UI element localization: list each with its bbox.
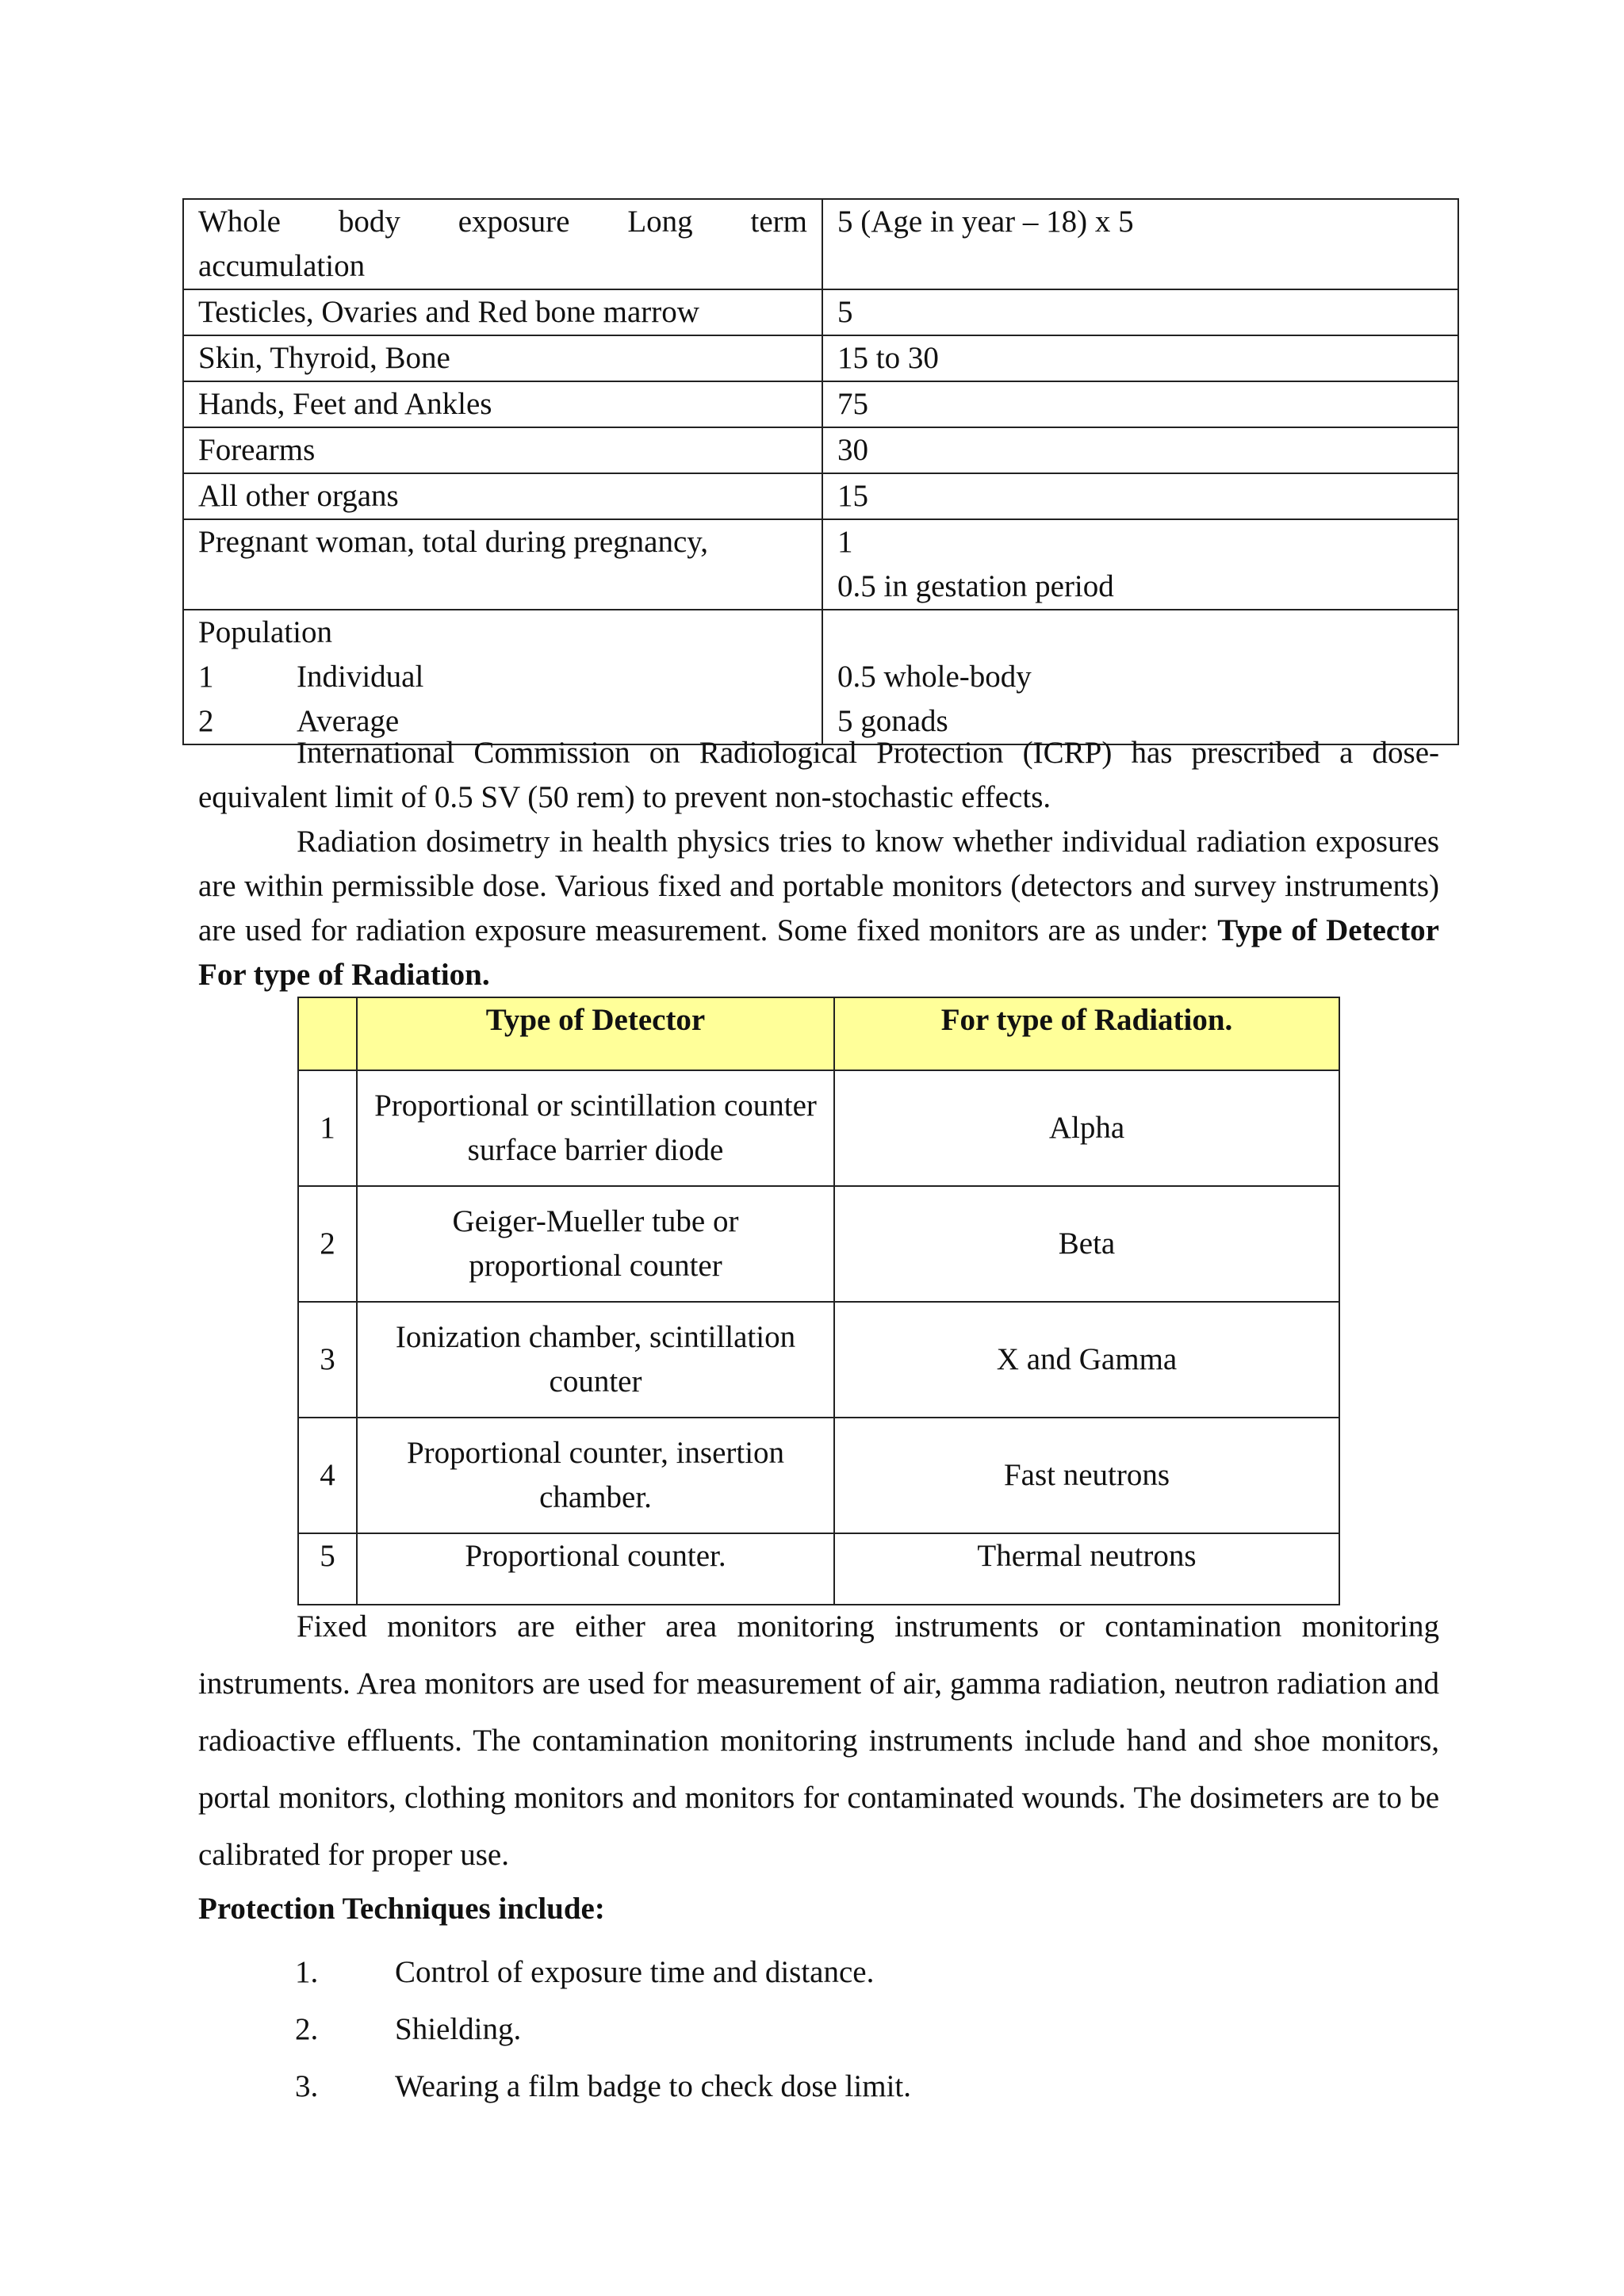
value-cell: 30	[822, 427, 1458, 473]
table-row	[183, 289, 1458, 335]
value-line: 1	[837, 525, 853, 559]
table-row	[298, 1302, 1339, 1418]
value-cell	[822, 519, 1458, 610]
value-cell: 5 (Age in year – 18) x 5	[822, 199, 1458, 289]
table-row	[183, 473, 1458, 519]
row-number: 4	[298, 1418, 357, 1533]
table-row	[183, 427, 1458, 473]
value-line: 0.5 whole-body	[837, 660, 1032, 694]
detector-cell: Proportional counter, insertion chamber.	[357, 1418, 834, 1533]
population-item	[198, 655, 807, 699]
value-line: 0.5 in gestation period	[837, 569, 1114, 603]
column-header: For type of Radiation.	[834, 997, 1339, 1070]
value-cell: 75	[822, 381, 1458, 427]
table-row	[298, 1186, 1339, 1302]
word: term	[750, 205, 807, 239]
word: Long	[627, 205, 693, 239]
paragraph-bold-text: Type of Detector For type of Radiation.	[198, 913, 1439, 992]
row-number: 1	[298, 1070, 357, 1186]
protection-heading: Protection Techniques include:	[198, 1892, 605, 1926]
table-row	[183, 199, 1458, 289]
organ-cell	[183, 199, 822, 289]
population-num: 2	[198, 704, 214, 738]
value-cell	[822, 610, 1458, 744]
whole-body-line	[198, 200, 807, 244]
dosimetry-paragraph	[198, 820, 1439, 997]
value-line: 5 gonads	[837, 704, 948, 738]
word: exposure	[458, 205, 570, 239]
paragraph-text: Radiation dosimetry in health physics tries to know whether individual radiation exposures are within permissible dose. Various fixed and portable monitors (detectors and survey instruments) are used for radiation exposure measurement. Some fixed monitors are as under:	[198, 825, 1439, 947]
column-header	[298, 997, 357, 1070]
list-text: Shielding.	[395, 2012, 522, 2046]
protection-list	[295, 1944, 911, 2115]
value-cell: 15 to 30	[822, 335, 1458, 381]
organ-cell: Hands, Feet and Ankles	[183, 381, 822, 427]
list-number: 2.	[295, 2012, 319, 2046]
radiation-cell: Fast neutrons	[834, 1418, 1339, 1533]
table-row	[183, 610, 1458, 744]
organ-cell: Forearms	[183, 427, 822, 473]
population-item-label: Average	[297, 704, 400, 738]
row-number: 5	[298, 1533, 357, 1605]
row-number: 3	[298, 1302, 357, 1418]
table-header-row	[298, 997, 1339, 1070]
list-item	[295, 2001, 911, 2058]
organ-cell	[183, 610, 822, 744]
list-number: 1.	[295, 1955, 319, 1989]
detector-cell: Proportional or scintillation counter surface barrier diode	[357, 1070, 834, 1186]
population-num: 1	[198, 660, 214, 694]
radiation-cell: Thermal neutrons	[834, 1533, 1339, 1605]
icrp-paragraph: International Commission on Radiological Protection (ICRP) has prescribed a dose-equivalent limit of 0.5 SV (50 rem) to prevent non-stochastic effects.	[198, 736, 1439, 814]
list-number: 3.	[295, 2069, 319, 2103]
organ-cell: Skin, Thyroid, Bone	[183, 335, 822, 381]
detector-cell: Geiger-Mueller tube or proportional counter	[357, 1186, 834, 1302]
detector-cell: Ionization chamber, scintillation counter	[357, 1302, 834, 1418]
radiation-cell: X and Gamma	[834, 1302, 1339, 1418]
table-row	[183, 519, 1458, 610]
table-row	[298, 1070, 1339, 1186]
table-row	[298, 1418, 1339, 1533]
word: body	[338, 205, 400, 239]
table-row	[183, 335, 1458, 381]
list-item	[295, 2058, 911, 2115]
fixed-monitors-paragraph: Fixed monitors are either area monitoring instruments or contamination monitoring instruments. Area monitors are used for measurement of air, gamma radiation, neutron radiation and radioactive effluents. The contamination monitoring instruments include hand and shoe monitors, portal monitors, clothing monitors and monitors for contaminated wounds. The dosimeters are to be calibrated for proper use.	[198, 1609, 1439, 1872]
list-text: Control of exposure time and distance.	[395, 1955, 875, 1989]
value-cell: 5	[822, 289, 1458, 335]
organ-cell: Testicles, Ovaries and Red bone marrow	[183, 289, 822, 335]
detector-table	[297, 997, 1340, 1605]
organ-cell: Pregnant woman, total during pregnancy,	[183, 519, 822, 610]
table-row	[183, 381, 1458, 427]
population-item-label: Individual	[297, 660, 424, 694]
organ-cell: All other organs	[183, 473, 822, 519]
whole-body-continuation: accumulation	[198, 249, 366, 283]
list-item	[295, 1944, 911, 2001]
detector-cell: Proportional counter.	[357, 1533, 834, 1605]
radiation-cell: Alpha	[834, 1070, 1339, 1186]
word: Whole	[198, 205, 281, 239]
value-cell: 15	[822, 473, 1458, 519]
radiation-cell: Beta	[834, 1186, 1339, 1302]
column-header: Type of Detector	[357, 997, 834, 1070]
table-row	[298, 1533, 1339, 1605]
row-number: 2	[298, 1186, 357, 1302]
dose-limit-table	[182, 198, 1459, 745]
population-label: Population	[198, 615, 333, 649]
list-text: Wearing a film badge to check dose limit.	[395, 2069, 911, 2103]
